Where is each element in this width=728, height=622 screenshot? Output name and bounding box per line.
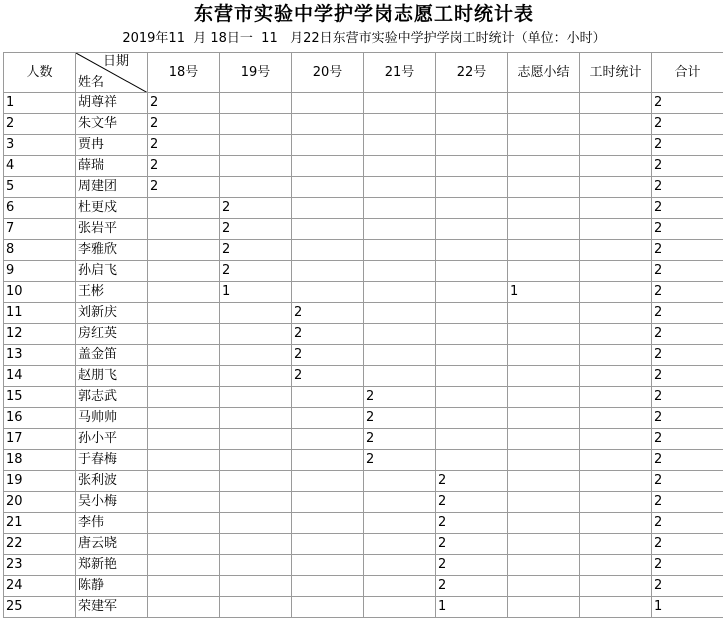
cell-d19[interactable]: 1 [220, 282, 292, 303]
cell-hours[interactable] [580, 303, 652, 324]
cell-d21[interactable] [364, 240, 436, 261]
cell-hours[interactable] [580, 198, 652, 219]
cell-d22[interactable] [436, 345, 508, 366]
cell-d19[interactable] [220, 534, 292, 555]
cell-d22[interactable] [436, 429, 508, 450]
cell-d21[interactable] [364, 324, 436, 345]
cell-summary[interactable] [508, 597, 580, 618]
cell-summary[interactable] [508, 555, 580, 576]
cell-d20[interactable] [292, 513, 364, 534]
cell-summary[interactable] [508, 471, 580, 492]
cell-d21[interactable] [364, 534, 436, 555]
cell-number[interactable]: 19 [4, 471, 76, 492]
cell-total[interactable]: 2 [652, 261, 724, 282]
cell-d22[interactable] [436, 198, 508, 219]
cell-d21[interactable] [364, 261, 436, 282]
cell-hours[interactable] [580, 387, 652, 408]
cell-name[interactable]: 薛瑞 [76, 156, 148, 177]
cell-d21[interactable] [364, 303, 436, 324]
cell-d22[interactable]: 2 [436, 555, 508, 576]
cell-d18[interactable] [148, 324, 220, 345]
table-row [4, 261, 724, 282]
spreadsheet-area [3, 52, 723, 622]
cell-summary[interactable] [508, 513, 580, 534]
cell-d20[interactable]: 2 [292, 303, 364, 324]
sheet-title: 东营市实验中学护学岗志愿工时统计表 [193, 3, 534, 25]
cell-name[interactable]: 荣建军 [76, 597, 148, 618]
cell-d22[interactable]: 2 [436, 471, 508, 492]
cell-number[interactable]: 8 [4, 240, 76, 261]
table-row [4, 219, 724, 240]
cell-d19[interactable] [220, 492, 292, 513]
header-d19[interactable]: 19号 [220, 53, 292, 93]
cell-hours[interactable] [580, 282, 652, 303]
cell-d21[interactable] [364, 156, 436, 177]
cell-d21[interactable] [364, 366, 436, 387]
cell-d20[interactable] [292, 387, 364, 408]
table-row [4, 387, 724, 408]
sheet-subtitle: 2019年11 月 18日一 11 月22日东营市实验中学护学岗工时统计（单位：小时） [122, 31, 606, 46]
cell-d22[interactable] [436, 114, 508, 135]
header-hours[interactable]: 工时统计 [580, 53, 652, 93]
cell-summary[interactable] [508, 366, 580, 387]
cell-d19[interactable]: 2 [220, 219, 292, 240]
cell-hours[interactable] [580, 450, 652, 471]
cell-hours[interactable] [580, 219, 652, 240]
cell-number[interactable]: 11 [4, 303, 76, 324]
header-d21[interactable]: 21号 [364, 53, 436, 93]
cell-summary[interactable] [508, 135, 580, 156]
header-d22[interactable]: 22号 [436, 53, 508, 93]
cell-d21[interactable]: 2 [364, 387, 436, 408]
cell-d18[interactable]: 2 [148, 93, 220, 114]
cell-name[interactable]: 李伟 [76, 513, 148, 534]
cell-total[interactable]: 2 [652, 345, 724, 366]
cell-d18[interactable] [148, 345, 220, 366]
cell-total[interactable]: 2 [652, 282, 724, 303]
cell-d21[interactable]: 2 [364, 450, 436, 471]
cell-d20[interactable] [292, 156, 364, 177]
cell-summary[interactable] [508, 219, 580, 240]
cell-d18[interactable] [148, 597, 220, 618]
hours-table [3, 52, 723, 618]
cell-number[interactable]: 1 [4, 93, 76, 114]
table-row [4, 408, 724, 429]
cell-d18[interactable]: 2 [148, 177, 220, 198]
cell-d22[interactable] [436, 177, 508, 198]
cell-d18[interactable] [148, 282, 220, 303]
cell-hours[interactable] [580, 555, 652, 576]
cell-total[interactable]: 2 [652, 492, 724, 513]
cell-total[interactable]: 2 [652, 303, 724, 324]
cell-total[interactable]: 2 [652, 177, 724, 198]
cell-d21[interactable] [364, 345, 436, 366]
table-row [4, 93, 724, 114]
header-date-name[interactable] [76, 53, 148, 93]
cell-d18[interactable] [148, 198, 220, 219]
cell-total[interactable]: 2 [652, 240, 724, 261]
cell-name[interactable]: 郭志武 [76, 387, 148, 408]
cell-name[interactable]: 唐云晓 [76, 534, 148, 555]
cell-name[interactable]: 马帅帅 [76, 408, 148, 429]
cell-d18[interactable] [148, 303, 220, 324]
cell-d21[interactable] [364, 576, 436, 597]
cell-name[interactable]: 贾冉 [76, 135, 148, 156]
cell-name[interactable]: 孙启飞 [76, 261, 148, 282]
cell-summary[interactable] [508, 156, 580, 177]
cell-d21[interactable] [364, 492, 436, 513]
cell-d22[interactable]: 2 [436, 576, 508, 597]
table-row [4, 513, 724, 534]
cell-d19[interactable]: 2 [220, 240, 292, 261]
cell-total[interactable]: 2 [652, 576, 724, 597]
cell-d20[interactable] [292, 408, 364, 429]
cell-number[interactable]: 4 [4, 156, 76, 177]
cell-total[interactable]: 2 [652, 471, 724, 492]
cell-hours[interactable] [580, 597, 652, 618]
cell-d19[interactable] [220, 576, 292, 597]
table-row [4, 282, 724, 303]
cell-name[interactable]: 李雅欣 [76, 240, 148, 261]
table-row [4, 366, 724, 387]
cell-d19[interactable] [220, 513, 292, 534]
cell-d18[interactable] [148, 219, 220, 240]
cell-d21[interactable]: 2 [364, 408, 436, 429]
cell-hours[interactable] [580, 93, 652, 114]
cell-d19[interactable] [220, 450, 292, 471]
cell-d18[interactable] [148, 261, 220, 282]
cell-d21[interactable] [364, 93, 436, 114]
cell-d20[interactable] [292, 219, 364, 240]
cell-summary[interactable] [508, 534, 580, 555]
cell-name[interactable]: 于春梅 [76, 450, 148, 471]
cell-total[interactable]: 2 [652, 387, 724, 408]
header-d20[interactable]: 20号 [292, 53, 364, 93]
cell-d21[interactable] [364, 177, 436, 198]
cell-d22[interactable] [436, 450, 508, 471]
cell-summary[interactable] [508, 450, 580, 471]
cell-d19[interactable] [220, 366, 292, 387]
cell-number[interactable]: 2 [4, 114, 76, 135]
cell-d22[interactable] [436, 282, 508, 303]
table-row [4, 345, 724, 366]
cell-name[interactable]: 刘新庆 [76, 303, 148, 324]
cell-d18[interactable] [148, 429, 220, 450]
cell-d18[interactable] [148, 408, 220, 429]
cell-hours[interactable] [580, 261, 652, 282]
cell-total[interactable]: 2 [652, 513, 724, 534]
header-row [4, 53, 724, 93]
cell-name[interactable]: 盖金笛 [76, 345, 148, 366]
cell-summary[interactable]: 1 [508, 282, 580, 303]
cell-name[interactable]: 张岩平 [76, 219, 148, 240]
cell-total[interactable]: 2 [652, 429, 724, 450]
cell-name[interactable]: 吴小梅 [76, 492, 148, 513]
cell-name[interactable]: 朱文华 [76, 114, 148, 135]
cell-d22[interactable] [436, 156, 508, 177]
cell-summary[interactable] [508, 324, 580, 345]
cell-d22[interactable] [436, 324, 508, 345]
cell-hours[interactable] [580, 534, 652, 555]
cell-d19[interactable]: 2 [220, 261, 292, 282]
cell-d22[interactable] [436, 303, 508, 324]
cell-d18[interactable] [148, 534, 220, 555]
cell-hours[interactable] [580, 177, 652, 198]
cell-d20[interactable] [292, 93, 364, 114]
cell-d20[interactable]: 2 [292, 345, 364, 366]
cell-d20[interactable]: 2 [292, 366, 364, 387]
cell-name[interactable]: 郑新艳 [76, 555, 148, 576]
cell-number[interactable]: 15 [4, 387, 76, 408]
cell-name[interactable]: 房红英 [76, 324, 148, 345]
cell-total[interactable]: 2 [652, 555, 724, 576]
cell-name[interactable]: 张利波 [76, 471, 148, 492]
cell-d18[interactable]: 2 [148, 114, 220, 135]
cell-number[interactable]: 13 [4, 345, 76, 366]
table-row [4, 198, 724, 219]
header-name: 姓名 [78, 75, 105, 90]
cell-d19[interactable] [220, 135, 292, 156]
cell-d19[interactable] [220, 408, 292, 429]
cell-number[interactable]: 3 [4, 135, 76, 156]
header-d18[interactable]: 18号 [148, 53, 220, 93]
cell-hours[interactable] [580, 156, 652, 177]
cell-d19[interactable] [220, 597, 292, 618]
cell-hours[interactable] [580, 114, 652, 135]
cell-d18[interactable] [148, 471, 220, 492]
cell-d19[interactable] [220, 156, 292, 177]
cell-d22[interactable] [436, 366, 508, 387]
cell-total[interactable]: 2 [652, 198, 724, 219]
cell-summary[interactable] [508, 408, 580, 429]
header-index[interactable]: 人数 [4, 53, 76, 93]
cell-d20[interactable] [292, 198, 364, 219]
cell-d18[interactable]: 2 [148, 156, 220, 177]
header-date: 日期 [102, 54, 129, 69]
cell-d20[interactable] [292, 177, 364, 198]
cell-summary[interactable] [508, 303, 580, 324]
header-total[interactable]: 合计 [652, 53, 724, 93]
cell-number[interactable]: 17 [4, 429, 76, 450]
cell-d21[interactable] [364, 282, 436, 303]
table-row [4, 597, 724, 618]
cell-number[interactable]: 21 [4, 513, 76, 534]
cell-d22[interactable]: 2 [436, 534, 508, 555]
cell-d22[interactable] [436, 135, 508, 156]
table-row [4, 177, 724, 198]
cell-hours[interactable] [580, 576, 652, 597]
cell-d22[interactable] [436, 219, 508, 240]
cell-number[interactable]: 25 [4, 597, 76, 618]
cell-total[interactable]: 2 [652, 135, 724, 156]
cell-summary[interactable] [508, 429, 580, 450]
cell-d20[interactable] [292, 450, 364, 471]
table-row [4, 114, 724, 135]
cell-name[interactable]: 胡尊祥 [76, 93, 148, 114]
cell-d20[interactable] [292, 492, 364, 513]
cell-d20[interactable] [292, 429, 364, 450]
table-row [4, 156, 724, 177]
cell-hours[interactable] [580, 492, 652, 513]
cell-total[interactable]: 2 [652, 219, 724, 240]
cell-number[interactable]: 20 [4, 492, 76, 513]
cell-d20[interactable] [292, 282, 364, 303]
cell-d18[interactable] [148, 492, 220, 513]
cell-total[interactable]: 2 [652, 324, 724, 345]
cell-d18[interactable] [148, 450, 220, 471]
cell-hours[interactable] [580, 408, 652, 429]
cell-name[interactable]: 孙小平 [76, 429, 148, 450]
table-row [4, 555, 724, 576]
cell-d18[interactable] [148, 555, 220, 576]
header-summary[interactable]: 志愿小结 [508, 53, 580, 93]
cell-d19[interactable] [220, 345, 292, 366]
cell-d21[interactable] [364, 555, 436, 576]
cell-d21[interactable] [364, 513, 436, 534]
cell-number[interactable]: 16 [4, 408, 76, 429]
cell-d21[interactable] [364, 114, 436, 135]
cell-number[interactable]: 18 [4, 450, 76, 471]
table-row [4, 492, 724, 513]
table-row [4, 450, 724, 471]
cell-d19[interactable] [220, 555, 292, 576]
cell-d19[interactable] [220, 93, 292, 114]
cell-total[interactable]: 1 [652, 597, 724, 618]
cell-d20[interactable] [292, 114, 364, 135]
cell-number[interactable]: 9 [4, 261, 76, 282]
cell-summary[interactable] [508, 114, 580, 135]
cell-number[interactable]: 7 [4, 219, 76, 240]
cell-number[interactable]: 24 [4, 576, 76, 597]
table-row [4, 324, 724, 345]
cell-number[interactable]: 12 [4, 324, 76, 345]
cell-d19[interactable]: 2 [220, 198, 292, 219]
table-row [4, 534, 724, 555]
cell-total[interactable]: 2 [652, 114, 724, 135]
cell-d19[interactable] [220, 114, 292, 135]
table-row [4, 429, 724, 450]
cell-name[interactable]: 杜更戍 [76, 198, 148, 219]
cell-d19[interactable] [220, 303, 292, 324]
cell-d22[interactable]: 1 [436, 597, 508, 618]
table-row [4, 576, 724, 597]
cell-d22[interactable]: 2 [436, 492, 508, 513]
cell-summary[interactable] [508, 261, 580, 282]
cell-d21[interactable] [364, 198, 436, 219]
cell-hours[interactable] [580, 366, 652, 387]
cell-d19[interactable] [220, 387, 292, 408]
cell-hours[interactable] [580, 135, 652, 156]
cell-summary[interactable] [508, 345, 580, 366]
cell-number[interactable]: 10 [4, 282, 76, 303]
cell-total[interactable]: 2 [652, 93, 724, 114]
cell-d20[interactable] [292, 471, 364, 492]
cell-d22[interactable] [436, 387, 508, 408]
cell-d20[interactable] [292, 534, 364, 555]
cell-d22[interactable] [436, 240, 508, 261]
cell-number[interactable]: 6 [4, 198, 76, 219]
cell-d21[interactable] [364, 597, 436, 618]
cell-total[interactable]: 2 [652, 534, 724, 555]
cell-d20[interactable] [292, 240, 364, 261]
cell-d20[interactable] [292, 597, 364, 618]
cell-d18[interactable] [148, 576, 220, 597]
cell-d21[interactable] [364, 471, 436, 492]
cell-summary[interactable] [508, 492, 580, 513]
cell-number[interactable]: 23 [4, 555, 76, 576]
cell-name[interactable]: 王彬 [76, 282, 148, 303]
cell-d19[interactable] [220, 471, 292, 492]
cell-d19[interactable] [220, 324, 292, 345]
cell-d20[interactable] [292, 576, 364, 597]
cell-name[interactable]: 赵朋飞 [76, 366, 148, 387]
cell-hours[interactable] [580, 324, 652, 345]
cell-number[interactable]: 22 [4, 534, 76, 555]
cell-hours[interactable] [580, 471, 652, 492]
cell-number[interactable]: 5 [4, 177, 76, 198]
cell-d20[interactable] [292, 555, 364, 576]
cell-d22[interactable] [436, 408, 508, 429]
cell-name[interactable]: 陈静 [76, 576, 148, 597]
cell-name[interactable]: 周建团 [76, 177, 148, 198]
table-row [4, 303, 724, 324]
cell-hours[interactable] [580, 513, 652, 534]
cell-d18[interactable] [148, 513, 220, 534]
cell-d18[interactable] [148, 240, 220, 261]
cell-d18[interactable] [148, 366, 220, 387]
cell-d20[interactable] [292, 261, 364, 282]
cell-d21[interactable] [364, 135, 436, 156]
cell-summary[interactable] [508, 177, 580, 198]
cell-d21[interactable]: 2 [364, 429, 436, 450]
cell-d22[interactable] [436, 93, 508, 114]
cell-total[interactable]: 2 [652, 408, 724, 429]
cell-total[interactable]: 2 [652, 366, 724, 387]
cell-d22[interactable] [436, 261, 508, 282]
cell-d18[interactable]: 2 [148, 135, 220, 156]
cell-d18[interactable] [148, 387, 220, 408]
cell-hours[interactable] [580, 345, 652, 366]
table-row [4, 471, 724, 492]
cell-number[interactable]: 14 [4, 366, 76, 387]
cell-d21[interactable] [364, 219, 436, 240]
cell-summary[interactable] [508, 198, 580, 219]
table-row [4, 240, 724, 261]
cell-summary[interactable] [508, 387, 580, 408]
cell-d20[interactable] [292, 135, 364, 156]
cell-total[interactable]: 2 [652, 450, 724, 471]
cell-d22[interactable]: 2 [436, 513, 508, 534]
cell-total[interactable]: 2 [652, 156, 724, 177]
cell-d19[interactable] [220, 429, 292, 450]
cell-summary[interactable] [508, 576, 580, 597]
cell-hours[interactable] [580, 429, 652, 450]
cell-hours[interactable] [580, 240, 652, 261]
cell-summary[interactable] [508, 93, 580, 114]
cell-d19[interactable] [220, 177, 292, 198]
cell-d20[interactable]: 2 [292, 324, 364, 345]
cell-summary[interactable] [508, 240, 580, 261]
table-row [4, 135, 724, 156]
